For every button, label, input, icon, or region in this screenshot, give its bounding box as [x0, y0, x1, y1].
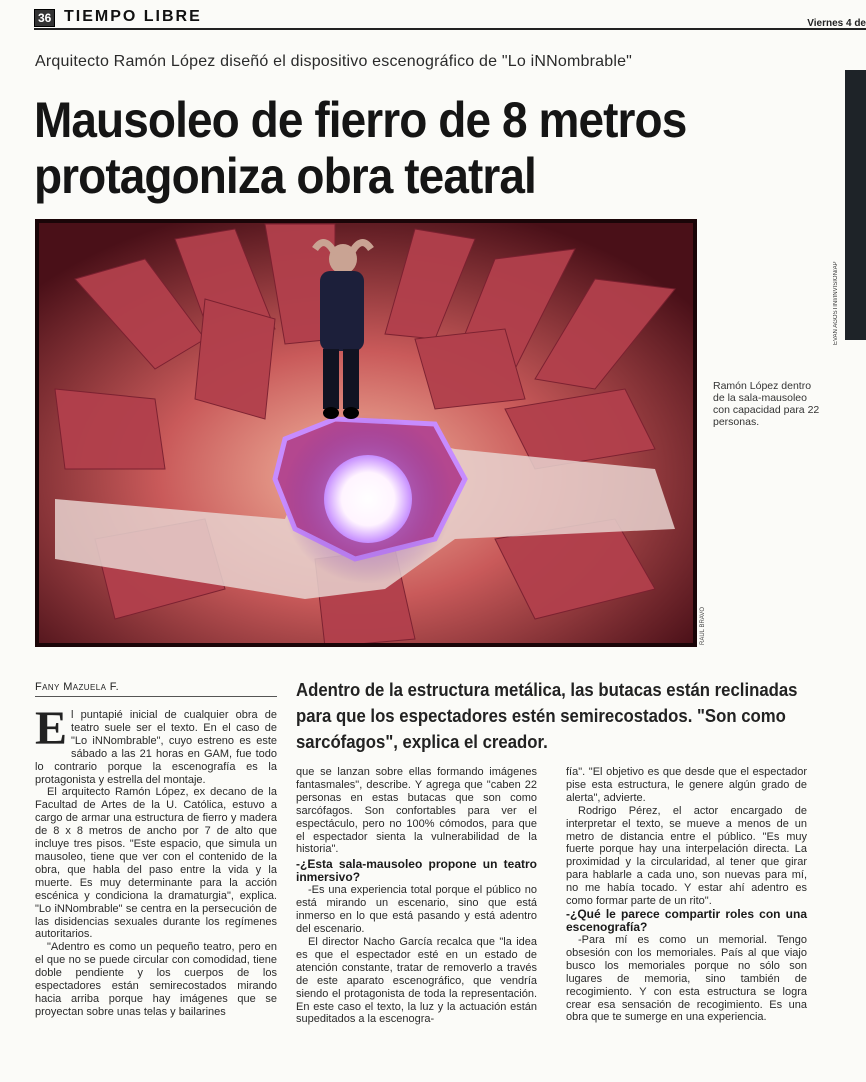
article-column-3: [566, 766, 807, 1024]
article-paragraph: Rodrigo Pérez, el actor encargado de interpretar el texto, se mueve a menos de un metro de distancia entre el público. "Es muy fuerte porque hay una interpelación directa. La proximidad y la circularidad, al tener que girar para hablarle a cada uno, son nuevas para mí, no me había tocado. Y estar ahí adentro es como formar parte de un rito".: [566, 804, 807, 908]
byline: Fany Mazuela F.: [35, 681, 277, 697]
deck: Adentro de la estructura metálica, las butacas están reclinadas para que los espectadores estén semirecostados. "Son como sarcófagos", explica el creador.: [296, 680, 798, 752]
article-paragraph: -Es una experiencia total porque el público no está mirando un escenario, sino que está inmerso en lo que está pasando y está adentro del escenario.: [296, 884, 537, 936]
article-paragraph: fía". "El objetivo es que desde que el espectador pise esta estructura, le genere algún grado de alerta", advierte.: [566, 766, 807, 804]
drop-cap: E: [35, 702, 68, 755]
side-photo-credit: EVAN AGOSTINI/INVISION/AP: [833, 261, 839, 345]
mausoleum-illustration: [35, 219, 697, 647]
main-photo: [35, 219, 697, 647]
headline: [34, 92, 761, 204]
interview-question: -¿Qué le parece compartir roles con una escenografía?: [566, 906, 807, 934]
adjacent-photo-edge: [845, 70, 866, 340]
page-header: [34, 8, 866, 30]
article-paragraph: que se lanzan sobre ellas formando imágenes fantasmales", describe. Y agrega que "caben 22 personas en estas butacas que son como sarcófagos. Son confortables para ver el espectáculo, pero no 100% cómodos, para que el espectador sienta la vulnerabilidad de la historia".: [296, 766, 537, 856]
kicker: Arquitecto Ramón López diseñó el dispositivo escenográfico de "Lo iNNombrable": [35, 53, 633, 70]
headline-line-1: Mausoleo de fierro de 8 metros: [34, 92, 687, 148]
article-paragraph: El puntapié inicial de cualquier obra de teatro suele ser el texto. En el caso de "Lo iNNombrable", cuyo estreno es este sábado a las 21 horas en GAM, fue todo lo contrario porque la escenografía es la protagonista y estrella del montaje.: [35, 702, 277, 786]
photo-credit: RAÚL BRAVO: [700, 606, 706, 645]
headline-line-2: protagoniza obra teatral: [34, 148, 536, 204]
section-title: TIEMPO LIBRE: [64, 8, 202, 25]
page-number: 36: [34, 9, 55, 27]
issue-date: Viernes 4 de: [807, 18, 866, 29]
article-paragraph: El director Nacho García recalca que "la idea es que el espectador esté en un estado de atención constante, tratar de removerlo a través de este aparato escenográfico, que vendría siendo el protagonista de toda la representación. En este caso el texto, la luz y la actuación están supeditados a la escenogra-: [296, 935, 537, 1026]
article-paragraph: "Adentro es como un pequeño teatro, pero en el que no se puede circular con comodidad, tiene doble pendiente y los cuerpos de los espectadores están semirecostados mirando hacia arriba porque hay imágenes que se proyectan sobre unas telas y bailarines: [35, 941, 277, 1018]
article-column-2: [296, 766, 537, 1026]
article-paragraph: El arquitecto Ramón López, ex decano de la Facultad de Artes de la U. Católica, estuvo a cargo de armar una estructura de fierro y madera de 8 x 8 metros de ancho por 7 de alto que incluye tres pisos. "Este espacio, que simula un mausoleo, tiene que ver con el contenido de la obra, que habla del paso entre la vida y la muerte. Es muy determinante para la acción escénica y condiciona la dramaturgia", explica. "Lo iNNombrable" se centra en la persecución de las disidencias sexuales durante los regímenes autoritarios.: [35, 786, 277, 941]
interview-question: -¿Esta sala-mausoleo propone un teatro inmersivo?: [296, 857, 537, 885]
article-paragraph: -Para mí es como un memorial. Tengo obsesión con los memoriales. País al que viajo busco los memoriales porque no sólo son lugares de memoria, sino también de recogimiento. Y con esta estructura se logra crear esa sensación de recogimiento. Es una obra que te sumerge en una experiencia.: [566, 933, 807, 1024]
article-column-1: [35, 702, 277, 1019]
photo-caption: Ramón López dentro de la sala-mausoleo con capacidad para 22 personas.: [713, 380, 820, 428]
